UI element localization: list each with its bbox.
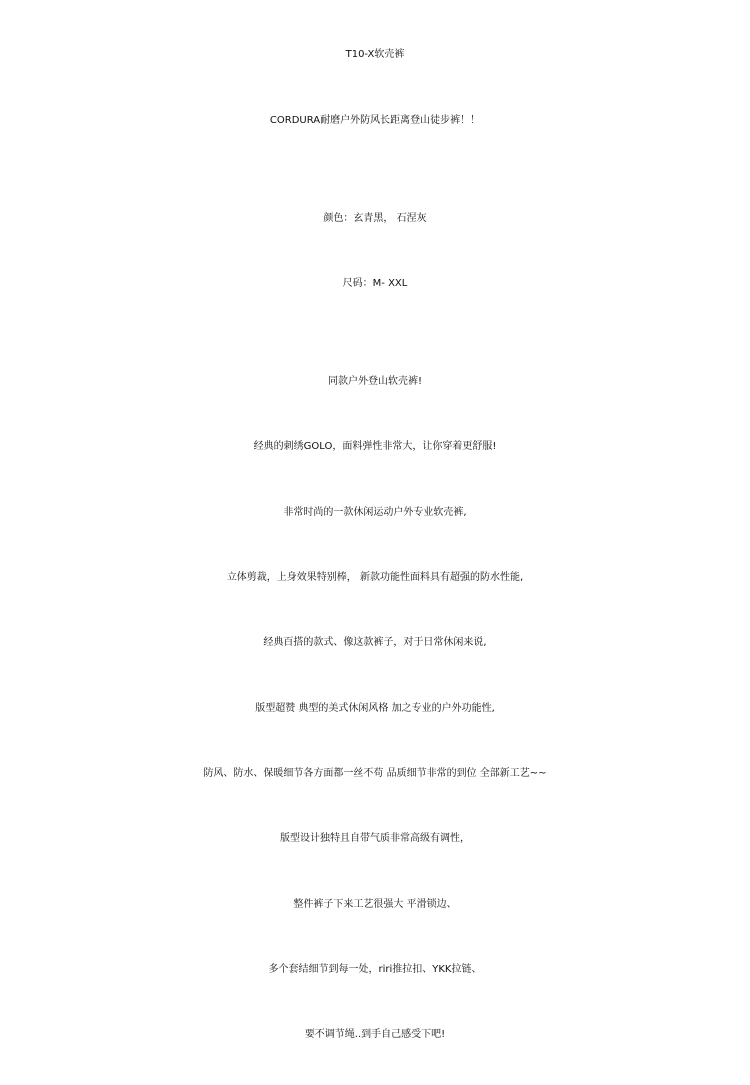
description-line: 立体剪裁，上身效果特别棒， 新款功能性面料具有超强的防水性能, (226, 572, 524, 583)
description-line: 非常时尚的一款休闲运动户外专业软壳裤, (283, 507, 467, 518)
product-headline: CORDURA耐磨户外防风长距离登山徒步裤！！ (269, 115, 481, 126)
description-line: 经典的刺绣GOLO，面料弹性非常大，让你穿着更舒服! (253, 441, 497, 452)
description-line: 经典百搭的款式、像这款裤子，对于日常休闲来说, (263, 637, 487, 648)
description-line: 要不调节绳..到手自己感受下吧! (304, 1029, 446, 1040)
description-line: 同款户外登山软壳裤! (327, 376, 422, 387)
product-model: T10-X软壳裤 (345, 49, 405, 60)
description-line: 版型超赞 典型的美式休闲风格 加之专业的户外功能性, (255, 703, 495, 714)
description-line: 版型设计独特且自带气质非常高级有调性， (280, 833, 470, 844)
description-line: 整件裤子下来工艺很强大 平滑锁边、 (293, 899, 457, 910)
product-colors: 颜色：玄青黑， 石涅灰 (323, 213, 427, 224)
description-line: 防风、防水、保暖细节各方面都一丝不苟 品质细节非常的到位 全部新工艺~~ (203, 768, 547, 779)
product-sizes: 尺码：M- XXL (342, 278, 408, 289)
description-line: 多个套结细节到每一处，riri推拉扣、YKK拉链、 (268, 964, 482, 975)
